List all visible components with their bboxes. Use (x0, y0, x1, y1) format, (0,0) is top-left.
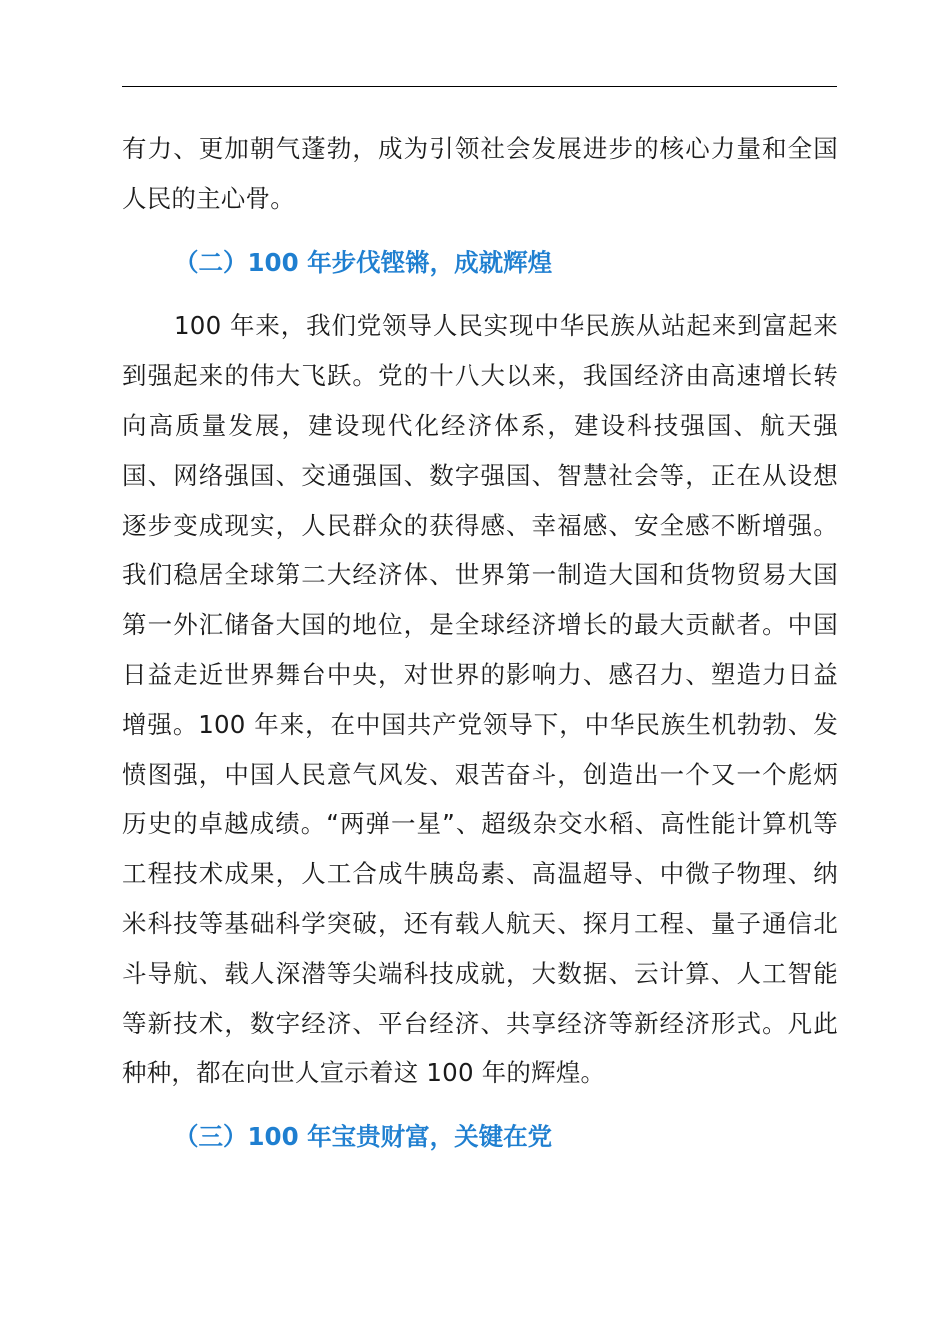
spacer (122, 1098, 838, 1112)
spacer (122, 287, 838, 301)
spacer (122, 224, 838, 238)
document-body (122, 124, 838, 1162)
header-rule (122, 86, 837, 87)
section-heading-2: （二）100 年步伐铿锵，成就辉煌 (174, 247, 553, 277)
section-heading-3: （三）100 年宝贵财富，关键在党 (174, 1122, 553, 1152)
paragraph-intro: 有力、更加朝气蓬勃，成为引领社会发展进步的核心力量和全国人民的主心骨。 (122, 134, 838, 213)
paragraph-section-2: 100 年来，我们党领导人民实现中华民族从站起来到富起来到强起来的伟大飞跃。党的十八大以来，我国经济由高速增长转向高质量发展，建设现代化经济体系，建设科技强国、航天强国、网络强国、交通强国、数字强国、智慧社会等，正在从设想逐步变成现实，人民群众的获得感、幸福感、安全感不断增强。我们稳居全球第二大经济体、世界第一制造大国和货物贸易大国第一外汇储备大国的地位，是全球经济增长的最大贡献者。中国日益走近世界舞台中央，对世界的影响力、感召力、塑造力日益增强。100 年来，在中国共产党领导下，中华民族生机勃勃、发愤图强，中国人民意气风发、艰苦奋斗，创造出一个又一个彪炳历史的卓越成绩。“两弹一星”、超级杂交水稻、高性能计算机等工程技术成果，人工合成牛胰岛素、高温超导、中微子物理、纳米科技等基础科学突破，还有载人航天、探月工程、量子通信北斗导航、载人深潜等尖端科技成就，大数据、云计算、人工智能等新技术，数字经济、平台经济、共享经济等新经济形式。凡此种种，都在向世人宣示着这 100 年的辉煌。 (122, 311, 838, 1088)
